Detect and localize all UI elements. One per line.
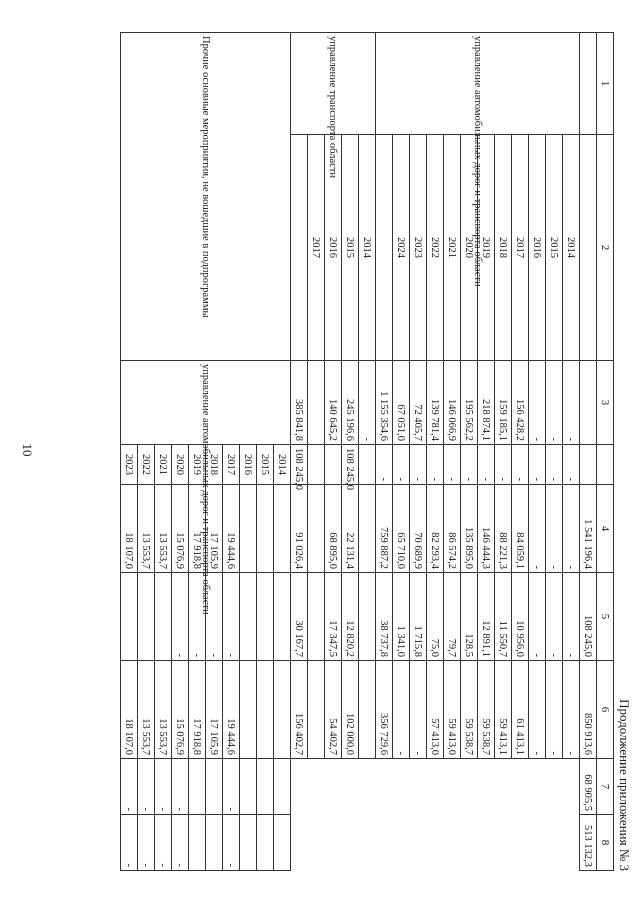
- value-cell-c4: 18 107,0: [121, 485, 138, 573]
- year-cell: 2024: [393, 135, 410, 361]
- value-cell-c4: 156 428,2: [512, 361, 529, 445]
- value-cell-c6: 82 293,4: [427, 485, 444, 573]
- top-totals-row: [580, 33, 597, 871]
- value-cell-c6: -: [546, 485, 563, 573]
- value-cell-c7: [274, 759, 291, 815]
- value-cell-c5: -: [427, 445, 444, 485]
- year-cell: 2023: [121, 445, 138, 485]
- col-header-5: 5: [597, 573, 614, 661]
- table-row: [359, 33, 376, 871]
- value-cell-c7: 30 167,7: [291, 573, 308, 661]
- value-cell-c4: 218 874,1: [478, 361, 495, 445]
- value-cell-c8: -: [138, 815, 155, 871]
- year-cell: 2019: [189, 445, 206, 485]
- value-cell-c6: [359, 485, 376, 573]
- value-cell-c6: 135 895,0: [461, 485, 478, 573]
- value-cell-c5: -: [189, 573, 206, 661]
- value-cell-c7: 12 891,1: [478, 573, 495, 661]
- value-cell-c8: [359, 661, 376, 759]
- value-cell-c8: 356 729,6: [376, 661, 393, 759]
- value-cell-c4: 17 918,8: [189, 485, 206, 573]
- table-row: [376, 33, 393, 871]
- value-cell-c4: 17 105,9: [206, 485, 223, 573]
- value-cell-c5: [138, 573, 155, 661]
- value-cell-c6: [274, 661, 291, 759]
- value-cell-c8: -: [121, 815, 138, 871]
- year-cell: 2023: [410, 135, 427, 361]
- value-cell-c7: -: [121, 759, 138, 815]
- table-row: [444, 33, 461, 871]
- value-cell-c4: 245 196,6: [342, 361, 359, 445]
- table-row: [410, 33, 427, 871]
- value-cell-c8: 59 538,7: [478, 661, 495, 759]
- value-cell-c5: -: [206, 573, 223, 661]
- value-cell-c7: 1 715,8: [410, 573, 427, 661]
- col-header-7: 7: [597, 759, 614, 815]
- value-cell-c8: 102 000,0: [342, 661, 359, 759]
- year-cell: 2020: [172, 445, 189, 485]
- value-cell-c5: -: [563, 445, 580, 485]
- value-cell-c7: 79,7: [444, 573, 461, 661]
- table-row: [308, 33, 325, 871]
- value-cell-c7: 10 956,0: [512, 573, 529, 661]
- value-cell-c7: [359, 573, 376, 661]
- value-cell-c4: [240, 485, 257, 573]
- value-cell-c5: [240, 573, 257, 661]
- table-row: [291, 33, 308, 871]
- value-cell-c7: 1 341,0: [393, 573, 410, 661]
- value-cell-c6: 88 221,3: [495, 485, 512, 573]
- value-cell-c6: 86 574,2: [444, 485, 461, 573]
- page-number: 10: [20, 443, 35, 457]
- year-cell: 2014: [274, 445, 291, 485]
- section1-col1: [580, 33, 597, 135]
- value-cell-c5: [257, 573, 274, 661]
- table-row: [393, 33, 410, 871]
- table-row: [512, 33, 529, 871]
- value-cell-c4: 195 562,2: [461, 361, 478, 445]
- year-cell: [291, 135, 308, 361]
- value-cell-c6: 68 895,0: [325, 485, 342, 573]
- value-cell-c8: 59 538,7: [461, 661, 478, 759]
- year-cell: 2018: [206, 445, 223, 485]
- value-cell-c4: [257, 485, 274, 573]
- value-cell-c5: -: [410, 445, 427, 485]
- value-cell-c8: -: [563, 661, 580, 759]
- value-cell-c7: 17 347,5: [325, 573, 342, 661]
- section2-rows: [291, 33, 376, 871]
- col-header-3: 3: [597, 361, 614, 445]
- value-cell-c7: -: [546, 573, 563, 661]
- table-row: [563, 33, 580, 871]
- table-row: [342, 33, 359, 871]
- value-cell-c6: [240, 661, 257, 759]
- year-cell: 2014: [563, 135, 580, 361]
- value-cell-c6: 91 026,4: [291, 485, 308, 573]
- value-cell-c5: [308, 445, 325, 485]
- table-row: [274, 33, 291, 871]
- year-cell: 2022: [427, 135, 444, 361]
- value-cell-c6: [257, 661, 274, 759]
- value-cell-c5: -: [376, 445, 393, 485]
- top-total-c5: 108 245,0: [580, 573, 597, 661]
- value-cell-c6: 13 553,7: [155, 661, 172, 759]
- top-totals-year: [580, 445, 597, 485]
- value-cell-c6: 17 918,8: [189, 661, 206, 759]
- value-cell-c4: 146 066,9: [444, 361, 461, 445]
- value-cell-c4: -: [529, 361, 546, 445]
- year-cell: 2017: [308, 135, 325, 361]
- value-cell-c6: 17 105,9: [206, 661, 223, 759]
- value-cell-c4: [274, 485, 291, 573]
- value-cell-c7: 11 550,7: [495, 573, 512, 661]
- value-cell-c4: -: [546, 361, 563, 445]
- value-cell-c4: 139 781,4: [427, 361, 444, 445]
- value-cell-c5: [325, 445, 342, 485]
- value-cell-c7: -: [529, 573, 546, 661]
- value-cell-c8: 59 413,0: [444, 661, 461, 759]
- value-cell-c4: 140 645,2: [325, 361, 342, 445]
- value-cell-c5: -: [546, 445, 563, 485]
- col-header-6: 6: [597, 661, 614, 759]
- value-cell-c6: 22 131,4: [342, 485, 359, 573]
- value-cell-c5: -: [393, 445, 410, 485]
- value-cell-c7: -: [223, 759, 240, 815]
- value-cell-c5: -: [172, 573, 189, 661]
- value-cell-c5: -: [495, 445, 512, 485]
- value-cell-c5: [359, 445, 376, 485]
- value-cell-c4: -: [359, 361, 376, 445]
- year-cell: 2015: [546, 135, 563, 361]
- value-cell-c4: 385 841,8: [291, 361, 308, 445]
- value-cell-c7: -: [563, 573, 580, 661]
- value-cell-c5: -: [512, 445, 529, 485]
- value-cell-c6: 84 059,1: [512, 485, 529, 573]
- value-cell-c4: 67 051,0: [393, 361, 410, 445]
- col-header-8: 8: [597, 815, 614, 871]
- value-cell-c7: 128,5: [461, 573, 478, 661]
- year-cell: 2016: [240, 445, 257, 485]
- budget-table: [120, 32, 614, 871]
- value-cell-c5: [274, 573, 291, 661]
- value-cell-c4: 159 185,1: [495, 361, 512, 445]
- section2-org: управление транспорта области: [291, 33, 376, 135]
- table-row: [546, 33, 563, 871]
- value-cell-c6: 18 107,0: [121, 661, 138, 759]
- value-cell-c5: -: [444, 445, 461, 485]
- value-cell-c8: [274, 815, 291, 871]
- value-cell-c6: 13 553,7: [138, 661, 155, 759]
- value-cell-c6: [308, 485, 325, 573]
- value-cell-c7: -: [155, 759, 172, 815]
- year-cell: 2021: [444, 135, 461, 361]
- top-total-c4: 1 541 196,4: [580, 485, 597, 573]
- top-total-c8: 513 132,3: [580, 815, 597, 871]
- value-cell-c7: [257, 759, 274, 815]
- value-cell-c4: 15 076,9: [172, 485, 189, 573]
- value-cell-c8: -: [172, 815, 189, 871]
- value-cell-c7: 38 737,8: [376, 573, 393, 661]
- value-cell-c6: -: [563, 485, 580, 573]
- year-cell: 2017: [223, 445, 240, 485]
- section1-rows: [376, 33, 580, 871]
- value-cell-c8: [308, 661, 325, 759]
- year-cell: 2019: [478, 135, 495, 361]
- col-header-year: [597, 445, 614, 485]
- value-cell-c6: 65 710,0: [393, 485, 410, 573]
- section3-rows: [121, 33, 291, 871]
- value-cell-c5: 108 245,0: [291, 445, 308, 485]
- year-cell: 2016: [325, 135, 342, 361]
- value-cell-c8: -: [410, 661, 427, 759]
- value-cell-c4: 19 444,6: [223, 485, 240, 573]
- value-cell-c7: [206, 759, 223, 815]
- value-cell-c7: -: [138, 759, 155, 815]
- section1-col2: [580, 135, 597, 361]
- top-total-c6: 850 913,6: [580, 661, 597, 759]
- value-cell-c4: 1 155 354,6: [376, 361, 393, 445]
- section3-label: Прочие основные мероприятия, не вошедшие в подпрограммы: [121, 33, 291, 361]
- year-cell: 2018: [495, 135, 512, 361]
- year-cell: 2016: [529, 135, 546, 361]
- value-cell-c6: -: [529, 485, 546, 573]
- value-cell-c7: [240, 759, 257, 815]
- value-cell-c6: 70 689,9: [410, 485, 427, 573]
- col-header-2: 2: [597, 135, 614, 361]
- year-cell: 2014: [359, 135, 376, 361]
- section1-org: управление автомобильных дорог и транспорта области: [376, 33, 580, 135]
- col-header-1: 1: [597, 33, 614, 135]
- value-cell-c7: 75,0: [427, 573, 444, 661]
- top-total-c7: 68 905,5: [580, 759, 597, 815]
- value-cell-c5: -: [461, 445, 478, 485]
- value-cell-c8: [189, 815, 206, 871]
- value-cell-c8: 61 413,1: [512, 661, 529, 759]
- appendix-caption: Продолжение приложения № 3: [617, 699, 632, 871]
- year-cell: 2017: [512, 135, 529, 361]
- value-cell-c8: -: [393, 661, 410, 759]
- value-cell-c8: 54 402,7: [325, 661, 342, 759]
- value-cell-c8: -: [223, 815, 240, 871]
- value-cell-c5: [155, 573, 172, 661]
- column-number-row: [597, 33, 614, 871]
- value-cell-c6: 146 444,3: [478, 485, 495, 573]
- col-header-4: 4: [597, 485, 614, 573]
- year-cell: 2015: [342, 135, 359, 361]
- value-cell-c5: -: [223, 573, 240, 661]
- value-cell-c7: -: [172, 759, 189, 815]
- top-totals-org: [580, 361, 597, 445]
- value-cell-c5: 108 245,0: [342, 445, 359, 485]
- value-cell-c7: 12 820,2: [342, 573, 359, 661]
- value-cell-c4: 13 553,7: [138, 485, 155, 573]
- value-cell-c7: [308, 573, 325, 661]
- value-cell-c7: [189, 759, 206, 815]
- value-cell-c4: 72 405,7: [410, 361, 427, 445]
- value-cell-c8: -: [155, 815, 172, 871]
- value-cell-c8: [206, 815, 223, 871]
- value-cell-c8: [240, 815, 257, 871]
- value-cell-c5: [121, 573, 138, 661]
- value-cell-c6: 19 444,6: [223, 661, 240, 759]
- year-cell: [376, 135, 393, 361]
- value-cell-c4: 13 553,7: [155, 485, 172, 573]
- year-cell: 2015: [257, 445, 274, 485]
- value-cell-c4: -: [563, 361, 580, 445]
- table-row: [427, 33, 444, 871]
- value-cell-c6: 15 076,9: [172, 661, 189, 759]
- year-cell: 2022: [138, 445, 155, 485]
- value-cell-c5: -: [478, 445, 495, 485]
- table-row: [495, 33, 512, 871]
- value-cell-c8: 57 413,0: [427, 661, 444, 759]
- value-cell-c5: -: [529, 445, 546, 485]
- value-cell-c8: -: [546, 661, 563, 759]
- year-cell: 2020: [461, 135, 478, 361]
- value-cell-c8: [257, 815, 274, 871]
- value-cell-c8: 59 413,1: [495, 661, 512, 759]
- section3-org: управление автомобильных дорог и транспорта области: [121, 361, 291, 445]
- table-row: [529, 33, 546, 871]
- value-cell-c6: 759 887,2: [376, 485, 393, 573]
- value-cell-c8: -: [529, 661, 546, 759]
- value-cell-c8: 156 402,7: [291, 661, 308, 759]
- year-cell: 2021: [155, 445, 172, 485]
- value-cell-c4: [308, 361, 325, 445]
